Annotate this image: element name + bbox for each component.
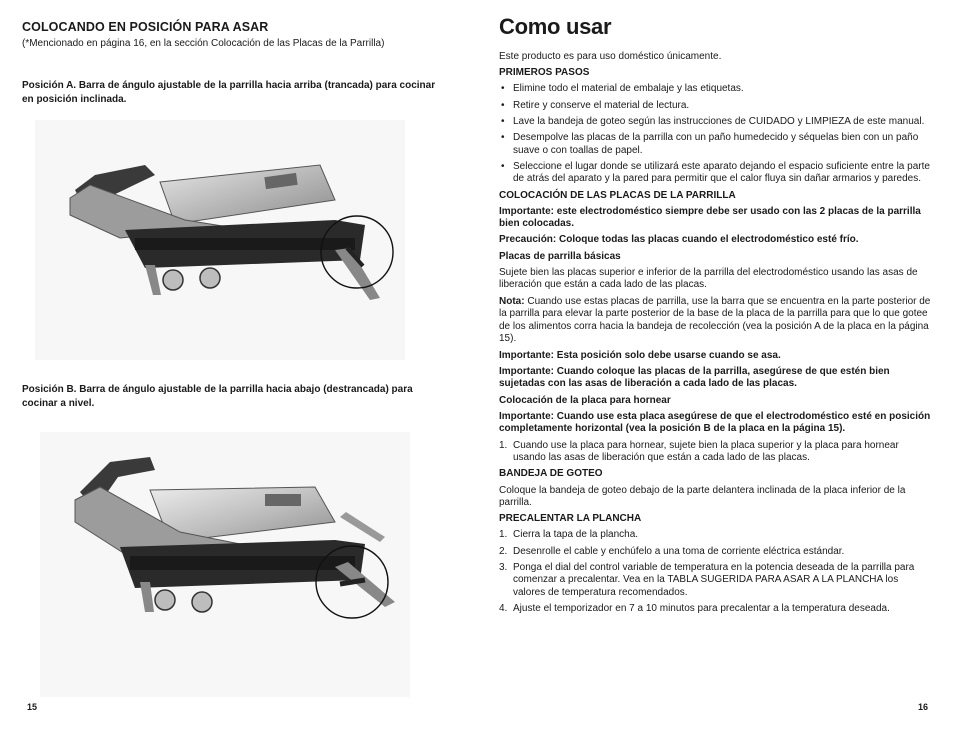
importante-note: Importante: Cuando use esta placa asegúrese de que el electrodoméstico esté en posición completamente horizontal (vea la posición B de la placa en la página 15). [499, 410, 931, 435]
caption-position-a: Posición A. Barra de ángulo ajustable de la parrilla hacia arriba (trancada) para cocinar en posición inclinada. [22, 80, 436, 105]
list-item [499, 529, 931, 542]
nota-label: Nota: [499, 295, 525, 307]
list-item: • Elimine todo el material de embalaje y las etiquetas. [499, 83, 931, 96]
list-item: • Desempolve las placas de la parrilla con un paño humedecido y séquelas bien con un paño suave o con toallas de papel. [499, 132, 931, 157]
list-item: • Lave la bandeja de goteo según las instrucciones de CUIDADO y LIMPIEZA de este manual. [499, 116, 931, 129]
dial-icon [192, 592, 212, 612]
step-number: 2. [499, 545, 508, 557]
basicas-text: Sujete bien las placas superior e inferior de la parrilla del electrodoméstico usando las asas de liberación que están a cada lado de las placas. [499, 266, 918, 291]
heading-precalentar: PRECALENTAR LA PLANCHA [499, 513, 642, 525]
step-number: 3. [499, 561, 508, 573]
nota-text: Cuando use estas placas de parrilla, use la barra que se encuentra en la parte posterior de la parrilla para elevar la parte posterior de la base de la placa de la parrilla para que lo que gotee de los alimentos corra hacia la bandeja de recolección (vea la posición A de la placa en la página 15). [499, 295, 931, 345]
list-item [499, 440, 931, 465]
hornear-steps [499, 440, 931, 465]
caption-position-b: Posición B. Barra de ángulo ajustable de la parrilla hacia abajo (destrancada) para cocinar a nivel. [22, 384, 413, 409]
importante-note: Importante: Cuando coloque las placas de la parrilla, asegúrese de que estén bien sujetadas con las asas de liberación a cada lado de las placas. [499, 365, 890, 390]
right-page [477, 0, 954, 738]
heading-placas-basicas: Placas de parrilla básicas [499, 250, 621, 262]
precaucion-note: Precaución: Coloque todas las placas cuando el electrodoméstico esté frío. [499, 234, 859, 246]
grill-inclined-illustration [35, 120, 405, 360]
precalentar-steps [499, 529, 931, 615]
page-number: 15 [27, 702, 38, 712]
step-text: Cuando use la placa para hornear, sujete bien la placa superior y la placa para hornear usando las asas de liberación que están a cada lado de las placas. [513, 439, 899, 464]
dial-icon [163, 270, 183, 290]
list-item [499, 562, 931, 600]
instructions-body [499, 51, 931, 619]
list-item: • Seleccione el lugar donde se utilizará este aparato dejando el espacio suficiente entre la parte de atrás del aparato y la pared para permitir que el calor fluya sin dañar armarios y paredes. [499, 161, 931, 186]
page-title: Como usar [499, 14, 612, 39]
section-title: COLOCANDO EN POSICIÓN PARA ASAR [22, 20, 269, 34]
grill-level-illustration [40, 432, 410, 697]
dial-icon [155, 590, 175, 610]
step-text: Cierra la tapa de la plancha. [513, 529, 639, 541]
dial-icon [200, 268, 220, 288]
importante-note: Importante: Esta posición solo debe usarse cuando se asa. [499, 349, 781, 361]
step-text: Desenrolle el cable y enchúfelo a una toma de corriente eléctrica estándar. [513, 545, 845, 557]
bandeja-text: Coloque la bandeja de goteo debajo de la parte delantera inclinada de la placa inferior de la parrilla. [499, 484, 906, 509]
step-text: Ponga el dial del control variable de temperatura en la potencia deseada de la parrilla para comenzar a precalentar. Vea en la TABLA SUGERIDA PARA ASAR A LA PLANCHA los valores de temperatura recomendados. [513, 561, 915, 599]
nota-paragraph [499, 296, 931, 346]
heading-hornear: Colocación de la placa para hornear [499, 394, 671, 406]
step-number: 4. [499, 603, 508, 615]
list-item: • Retire y conserve el material de lectura. [499, 100, 931, 113]
step-number: 1. [499, 439, 508, 451]
page-number: 16 [917, 702, 928, 712]
heading-primeros-pasos: PRIMEROS PASOS [499, 67, 590, 79]
list-item [499, 603, 931, 616]
list-item [499, 546, 931, 559]
section-subtitle: (*Mencionado en página 16, en la sección Colocación de las Placas de la Parrilla) [22, 38, 385, 49]
heading-colocacion: COLOCACIÓN DE LAS PLACAS DE LA PARRILLA [499, 189, 736, 201]
primeros-pasos-list [499, 83, 931, 186]
intro-text: Este producto es para uso doméstico únicamente. [499, 51, 722, 62]
heading-bandeja: BANDEJA DE GOTEO [499, 468, 603, 480]
importante-note: Importante: este electrodoméstico siempre debe ser usado con las 2 placas de la parrilla bien colocadas. [499, 205, 921, 230]
step-number: 1. [499, 529, 508, 541]
step-text: Ajuste el temporizador en 7 a 10 minutos para precalentar a la temperatura deseada. [513, 603, 890, 615]
